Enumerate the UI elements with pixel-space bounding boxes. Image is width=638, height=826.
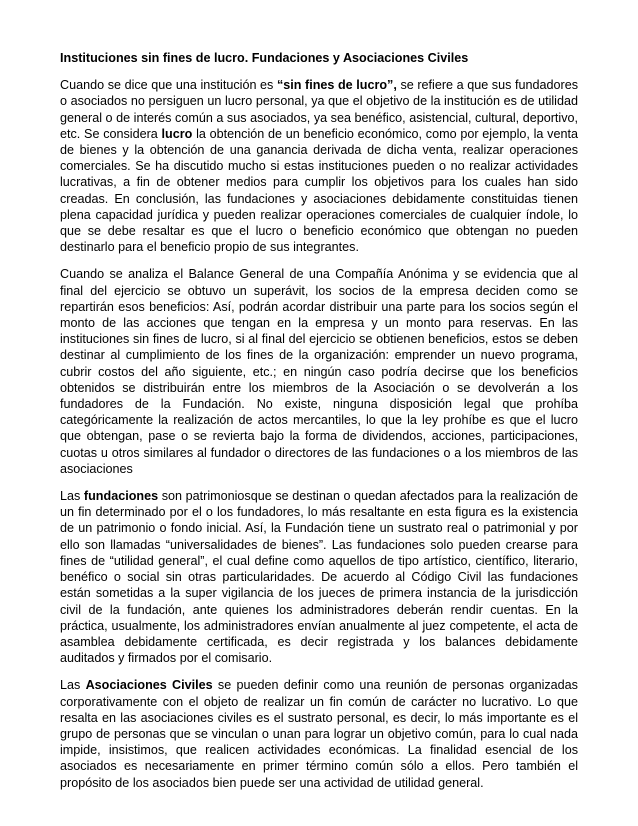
bold-term-fundaciones: fundaciones — [83, 489, 159, 504]
bold-term-asociaciones-civiles: Asociaciones Civiles — [85, 678, 213, 693]
paragraph-text: son patrimoniosque se destinan o quedan afectados para la realización de un fin determinado por el o los fundadores, lo más resaltante en esta figura es la existencia de un patrimonio o fondo inicial. Así, la Fundación tiene un sustrato real o patrimonial y por ello son llamadas “universalidades de bienes”. Las fundaciones solo pueden crearse para fines de “utilidad general”, el cual define como aquellos de tipo artístico, científico, literario, benéfico o social sin otras particularidades. De acuerdo al Código Civil las fundaciones están sometidas a la super vigilancia de los jueces de primera instancia de la jurisdicción civil de la fundación, ante quienes los administradores deberán rendir cuentas. En la práctica, usualmente, los administradores envían anualmente al juez competente, el acta de asamblea debidamente certificada, es decir registrada y los balances debidamente auditados y firmados por el comisario. — [60, 489, 578, 666]
paragraph-text: se pueden definir como una reunión de personas organizadas corporativamente con el objeto de realizar un fin común de carácter no lucrativo. Lo que resalta en las asociaciones civiles es el sustrato personal, es decir, lo más importante es el grupo de personas que se vinculan o unan para lograr un objetivo común, para lo cual nada impide, insistimos, que realicen actividades económicas. La finalidad esencial de los asociados es necesariamente en primer término común sólo a ellos. Pero también el propósito de los asociados bien puede ser una actividad de utilidad general. — [60, 678, 578, 790]
paragraph-text: Las — [60, 489, 84, 504]
paragraph-sin-fines-de-lucro — [60, 77, 578, 255]
document-title: Instituciones sin fines de lucro. Fundaciones y Asociaciones Civiles — [60, 51, 469, 65]
paragraph-text: Las — [60, 678, 86, 693]
bold-term-lucro: lucro — [161, 126, 193, 141]
paragraph-asociaciones-civiles — [60, 677, 578, 790]
paragraph-balance-general: Cuando se analiza el Balance General de una Compañía Anónima y se evidencia que al final del ejercicio se obtuvo un superávit, los socios de la empresa deciden como se repartirán esos beneficios: Así, podrán acordar distribuir una parte para los socios según el monto de las acciones que tengan en la empresa y un monto para reservas. En las instituciones sin fines de lucro, si al final del ejercicio se obtienen beneficios, estos se deben destinar al cumplimiento de los fines de la organización: emprender un nuevo programa, cubrir costos del año siguiente, etc.; en ningún caso podría decirse que los beneficios obtenidos se distribuirán entre los miembros de la Asociación o se devolverán a los fundadores de la Fundación. No existe, ninguna disposición legal que prohíba categóricamente la realización de actos mercantiles, lo que la ley prohíbe es que el lucro que obtengan, pase o se revierta bajo la forma de dividendos, acciones, participaciones, cuotas u otros similares al fundador o directores de las fundaciones o a los miembros de las asociaciones — [60, 267, 578, 476]
paragraph-text: se refiere a que sus fundadores o asociados no persiguen un lucro personal, ya que el objetivo de la institución es de utilidad general o de interés común a sus asociados, ya sea benéfico, asistencial, cultural, deportivo, etc. Se considera — [60, 78, 578, 141]
paragraph-text: Cuando se dice que una institución es — [60, 78, 277, 93]
document-page — [60, 50, 578, 802]
paragraph-fundaciones — [60, 488, 578, 666]
paragraph-text: la obtención de un beneficio económico, como por ejemplo, la venta de bienes y la obtención de una ganancia derivada de dicha venta, realizar operaciones comerciales. Se ha discutido mucho si estas instituciones pueden o no realizar actividades lucrativas, a fin de obtener medios para cumplir los objetivos para los cuales han sido creadas. En conclusión, las fundaciones y asociaciones debidamente constituidas tienen plena capacidad jurídica y pueden realizar operaciones comerciales de cualquier índole, lo que se debe resaltar es que el lucro o beneficio económico que obtengan no pueden destinarlo para el beneficio propio de sus integrantes. — [60, 126, 578, 255]
bold-term-sin-fines-de-lucro: “sin fines de lucro”, — [276, 78, 397, 93]
